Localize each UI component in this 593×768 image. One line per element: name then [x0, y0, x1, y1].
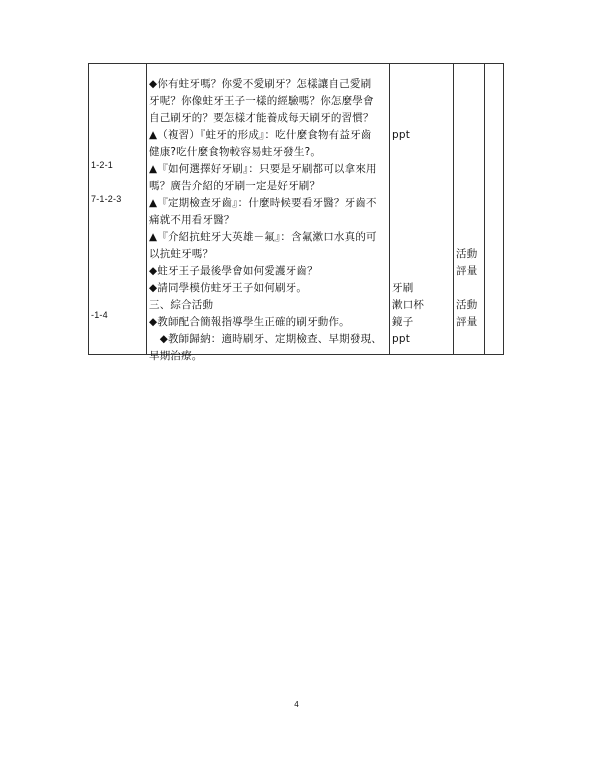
- remarks-cell: [485, 64, 504, 355]
- content-line: ▲『如何選擇好牙刷』：只要是牙刷都可以拿來用: [149, 163, 377, 175]
- materials-cell: [390, 64, 454, 355]
- content-line: ◆蛀牙王子最後學會如何愛護牙齒？: [149, 265, 318, 277]
- content-line: 健康?吃什麼食物較容易蛀牙發生?。: [149, 146, 322, 158]
- content-line: ▲『定期檢查牙齒』：什麼時候要看牙醫？牙齒不: [149, 197, 377, 209]
- indicator-code: -1-4: [91, 310, 108, 320]
- indicator-code: 7-1-2-3: [91, 194, 122, 204]
- page-number: 4: [294, 700, 299, 709]
- evaluation-item: 評量: [456, 316, 478, 328]
- content-line: ◆教師配合簡報指導學生正確的刷牙動作。: [149, 316, 350, 328]
- activity-content-cell: [147, 64, 390, 362]
- content-line: 嗎？廣告介紹的牙刷一定是好牙刷？: [149, 180, 321, 192]
- evaluation-item: 活動: [456, 299, 478, 311]
- material-item: 鏡子: [392, 316, 414, 328]
- content-line: ▲『介紹抗蛀牙大英雄－氟』：含氟漱口水真的可: [149, 231, 377, 243]
- material-item: 牙刷: [392, 282, 414, 294]
- content-line: 以抗蛀牙嗎？: [149, 248, 214, 260]
- material-item: 漱口杯: [392, 299, 425, 311]
- content-line: 早期治療。: [149, 350, 203, 362]
- evaluation-cell: [454, 64, 485, 355]
- material-item: ppt: [392, 129, 411, 141]
- indicator-code: 1-2-1: [91, 160, 114, 170]
- content-line: 痛就不用看牙醫？: [149, 214, 235, 226]
- lesson-plan-table: [88, 63, 504, 362]
- content-line: 牙呢？你像蛀牙王子一樣的經驗嗎？你怎麼學會: [149, 95, 374, 107]
- material-item: ppt: [392, 333, 411, 345]
- evaluation-item: 活動: [456, 248, 478, 260]
- content-line: 三、綜合活動: [149, 299, 214, 311]
- content-line: ◆教師歸納：適時刷牙、定期檢查、早期發現、: [149, 333, 382, 345]
- content-line: ▲（複習）『蛀牙的形成』：吃什麼食物有益牙齒: [149, 129, 372, 141]
- content-line: 自己刷牙的？要怎樣才能養成每天刷牙的習慣？: [149, 112, 374, 124]
- indicator-code-cell: [89, 64, 147, 355]
- table-row: [89, 64, 504, 355]
- content-line: ◆請同學模仿蛀牙王子如何刷牙。: [149, 282, 308, 294]
- content-line: ◆你有蛀牙嗎？你愛不愛刷牙？怎樣讓自己愛刷: [149, 78, 372, 90]
- evaluation-item: 評量: [456, 265, 478, 277]
